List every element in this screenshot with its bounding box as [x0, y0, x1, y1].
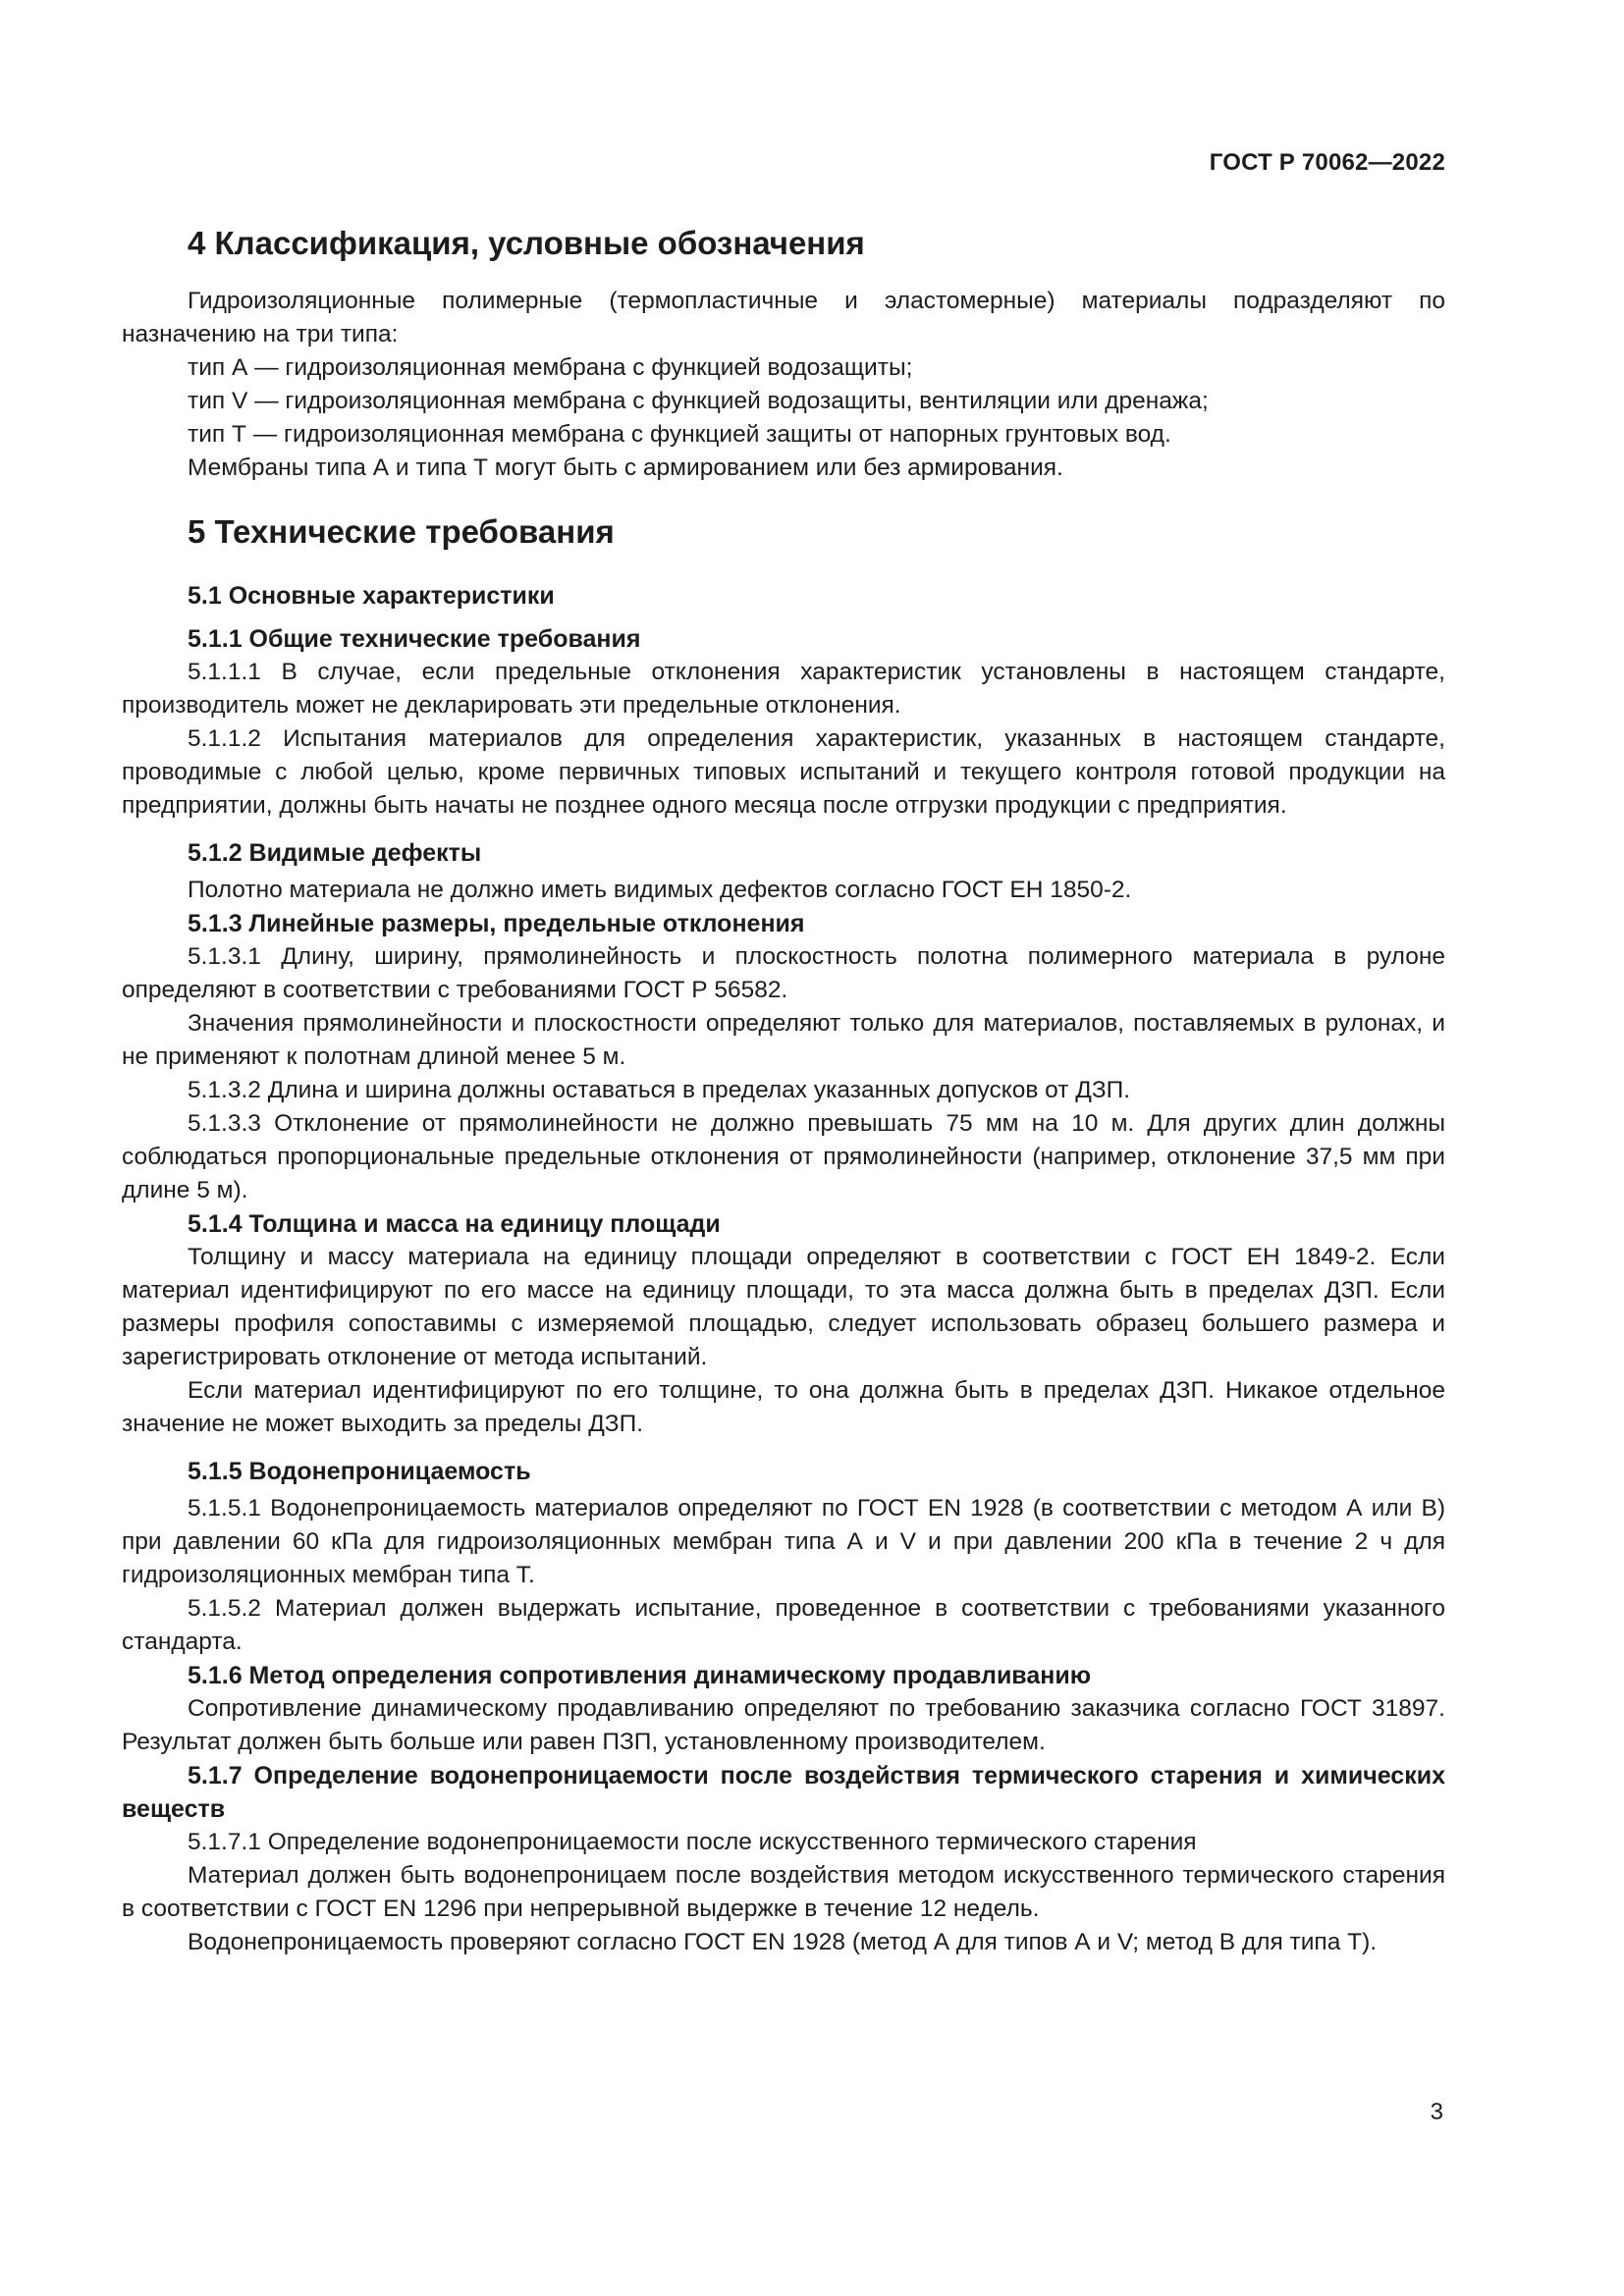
paragraph-5-1-3-3: 5.1.3.3 Отклонение от прямолинейности не должно превышать 75 мм на 10 м. Для других длин должны соблюдаться пропорциональные предельные отклонения от прямолинейности (например, отклонение 37,5 мм при длине 5 м). — [122, 1110, 1445, 1203]
paragraph-5-1-3-1: 5.1.3.1 Длину, ширину, прямолинейность и плоскостность полотна полимерного материала в рулоне определяют в соответствии с требованиями ГОСТ Р 56582. — [122, 943, 1445, 1003]
subsection-5-1-heading: 5.1 Основные характеристики — [188, 582, 555, 610]
paragraph-5-1-1-1: 5.1.1.1 В случае, если предельные отклонения характеристик установлены в настоящем стандарте, производитель может не декларировать эти предельные отклонения. — [122, 659, 1445, 719]
paragraph: Толщину и массу материала на единицу площади определяют в соответствии с ГОСТ ЕН 1849-2. Если материал идентифицируют по его массе на единицу площади, то эта масса должна быть в пределах ДЗП. Если размеры профиля сопоставимы с измеряемой площадью, следует использовать образец большего размера и зарегистрировать отклонение от метода испытаний. — [122, 1244, 1445, 1370]
paragraph: Мембраны типа А и типа Т могут быть с армированием или без армирования. — [188, 454, 1063, 481]
list-item-type-v: тип V — гидроизоляционная мембрана с функцией водозащиты, вентиляции или дренажа; — [188, 388, 1209, 414]
paragraph-5-1-5-2: 5.1.5.2 Материал должен выдержать испытание, проведенное в соответствии с требованиями указанного стандарта. — [122, 1595, 1445, 1655]
paragraph: Водонепроницаемость проверяют согласно ГОСТ EN 1928 (метод А для типов А и V; метод В для типа Т). — [188, 1929, 1378, 1955]
paragraph: Материал должен быть водонепроницаем после воздействия методом искусственного термического старения в соответствии с ГОСТ EN 1296 при непрерывной выдержке в течение 12 недель. — [122, 1862, 1445, 1922]
subsection-5-1-2-heading: 5.1.2 Видимые дефекты — [188, 839, 482, 867]
paragraph-5-1-3-2: 5.1.3.2 Длина и ширина должны оставаться в пределах указанных допусков от ДЗП. — [188, 1077, 1131, 1103]
section-4-heading: 4 Классификация, условные обозначения — [188, 225, 865, 261]
subsection-5-1-5-heading: 5.1.5 Водонепроницаемость — [188, 1458, 531, 1485]
paragraph: Полотно материала не должно иметь видимых дефектов согласно ГОСТ ЕН 1850-2. — [188, 877, 1132, 903]
document-body — [122, 222, 1445, 1959]
subsection-5-1-7-heading: 5.1.7 Определение водонепроницаемости после воздействия термического старения и химических веществ — [122, 1762, 1445, 1823]
paragraph: Значения прямолинейности и плоскостности определяют только для материалов, поставляемых в рулонах, и не применяют к полотнам длиной менее 5 м. — [122, 1010, 1445, 1070]
paragraph-5-1-1-2: 5.1.1.2 Испытания материалов для определения характеристик, указанных в настоящем стандарте, проводимые с любой целью, кроме первичных типовых испытаний и текущего контроля готовой продукции на предприятии, должны быть начаты не позднее одного месяца после отгрузки продукции с предприятия. — [122, 725, 1445, 819]
paragraph: Гидроизоляционные полимерные (термопластичные и эластомерные) материалы подразделяют по назначению на три типа: — [122, 288, 1445, 347]
page-number: 3 — [1430, 2099, 1443, 2125]
section-4-body — [122, 285, 1445, 485]
subsection-5-1-1-heading: 5.1.1 Общие технические требования — [188, 625, 641, 653]
paragraph-5-1-7-1: 5.1.7.1 Определение водонепроницаемости после искусственного термического старения — [188, 1829, 1197, 1855]
subsection-5-1-3-heading: 5.1.3 Линейные размеры, предельные отклонения — [188, 910, 805, 937]
section-5-heading: 5 Технические требования — [188, 513, 615, 550]
list-item-type-t: тип Т — гидроизоляционная мембрана с функцией защиты от напорных грунтовых вод. — [188, 421, 1171, 448]
subsection-5-1-6-heading: 5.1.6 Метод определения сопротивления динамическому продавливанию — [188, 1662, 1092, 1689]
list-item-type-a: тип А — гидроизоляционная мембрана с функцией водозащиты; — [188, 354, 913, 381]
paragraph: Сопротивление динамическому продавливанию определяют по требованию заказчика согласно ГОСТ 31897. Результат должен быть больше или равен ПЗП, установленному производителем. — [122, 1695, 1445, 1755]
document-code: ГОСТ Р 70062—2022 — [1209, 149, 1445, 176]
paragraph: Если материал идентифицируют по его толщине, то она должна быть в пределах ДЗП. Никакое отдельное значение не может выходить за пределы ДЗП. — [122, 1377, 1445, 1437]
subsection-5-1-4-heading: 5.1.4 Толщина и масса на единицу площади — [188, 1210, 721, 1238]
paragraph-5-1-5-1: 5.1.5.1 Водонепроницаемость материалов определяют по ГОСТ EN 1928 (в соответствии с методом А или В) при давлении 60 кПа для гидроизоляционных мембран типа А и V и при давлении 200 кПа в течение 2 ч для гидроизоляционных мембран типа Т. — [122, 1495, 1445, 1588]
